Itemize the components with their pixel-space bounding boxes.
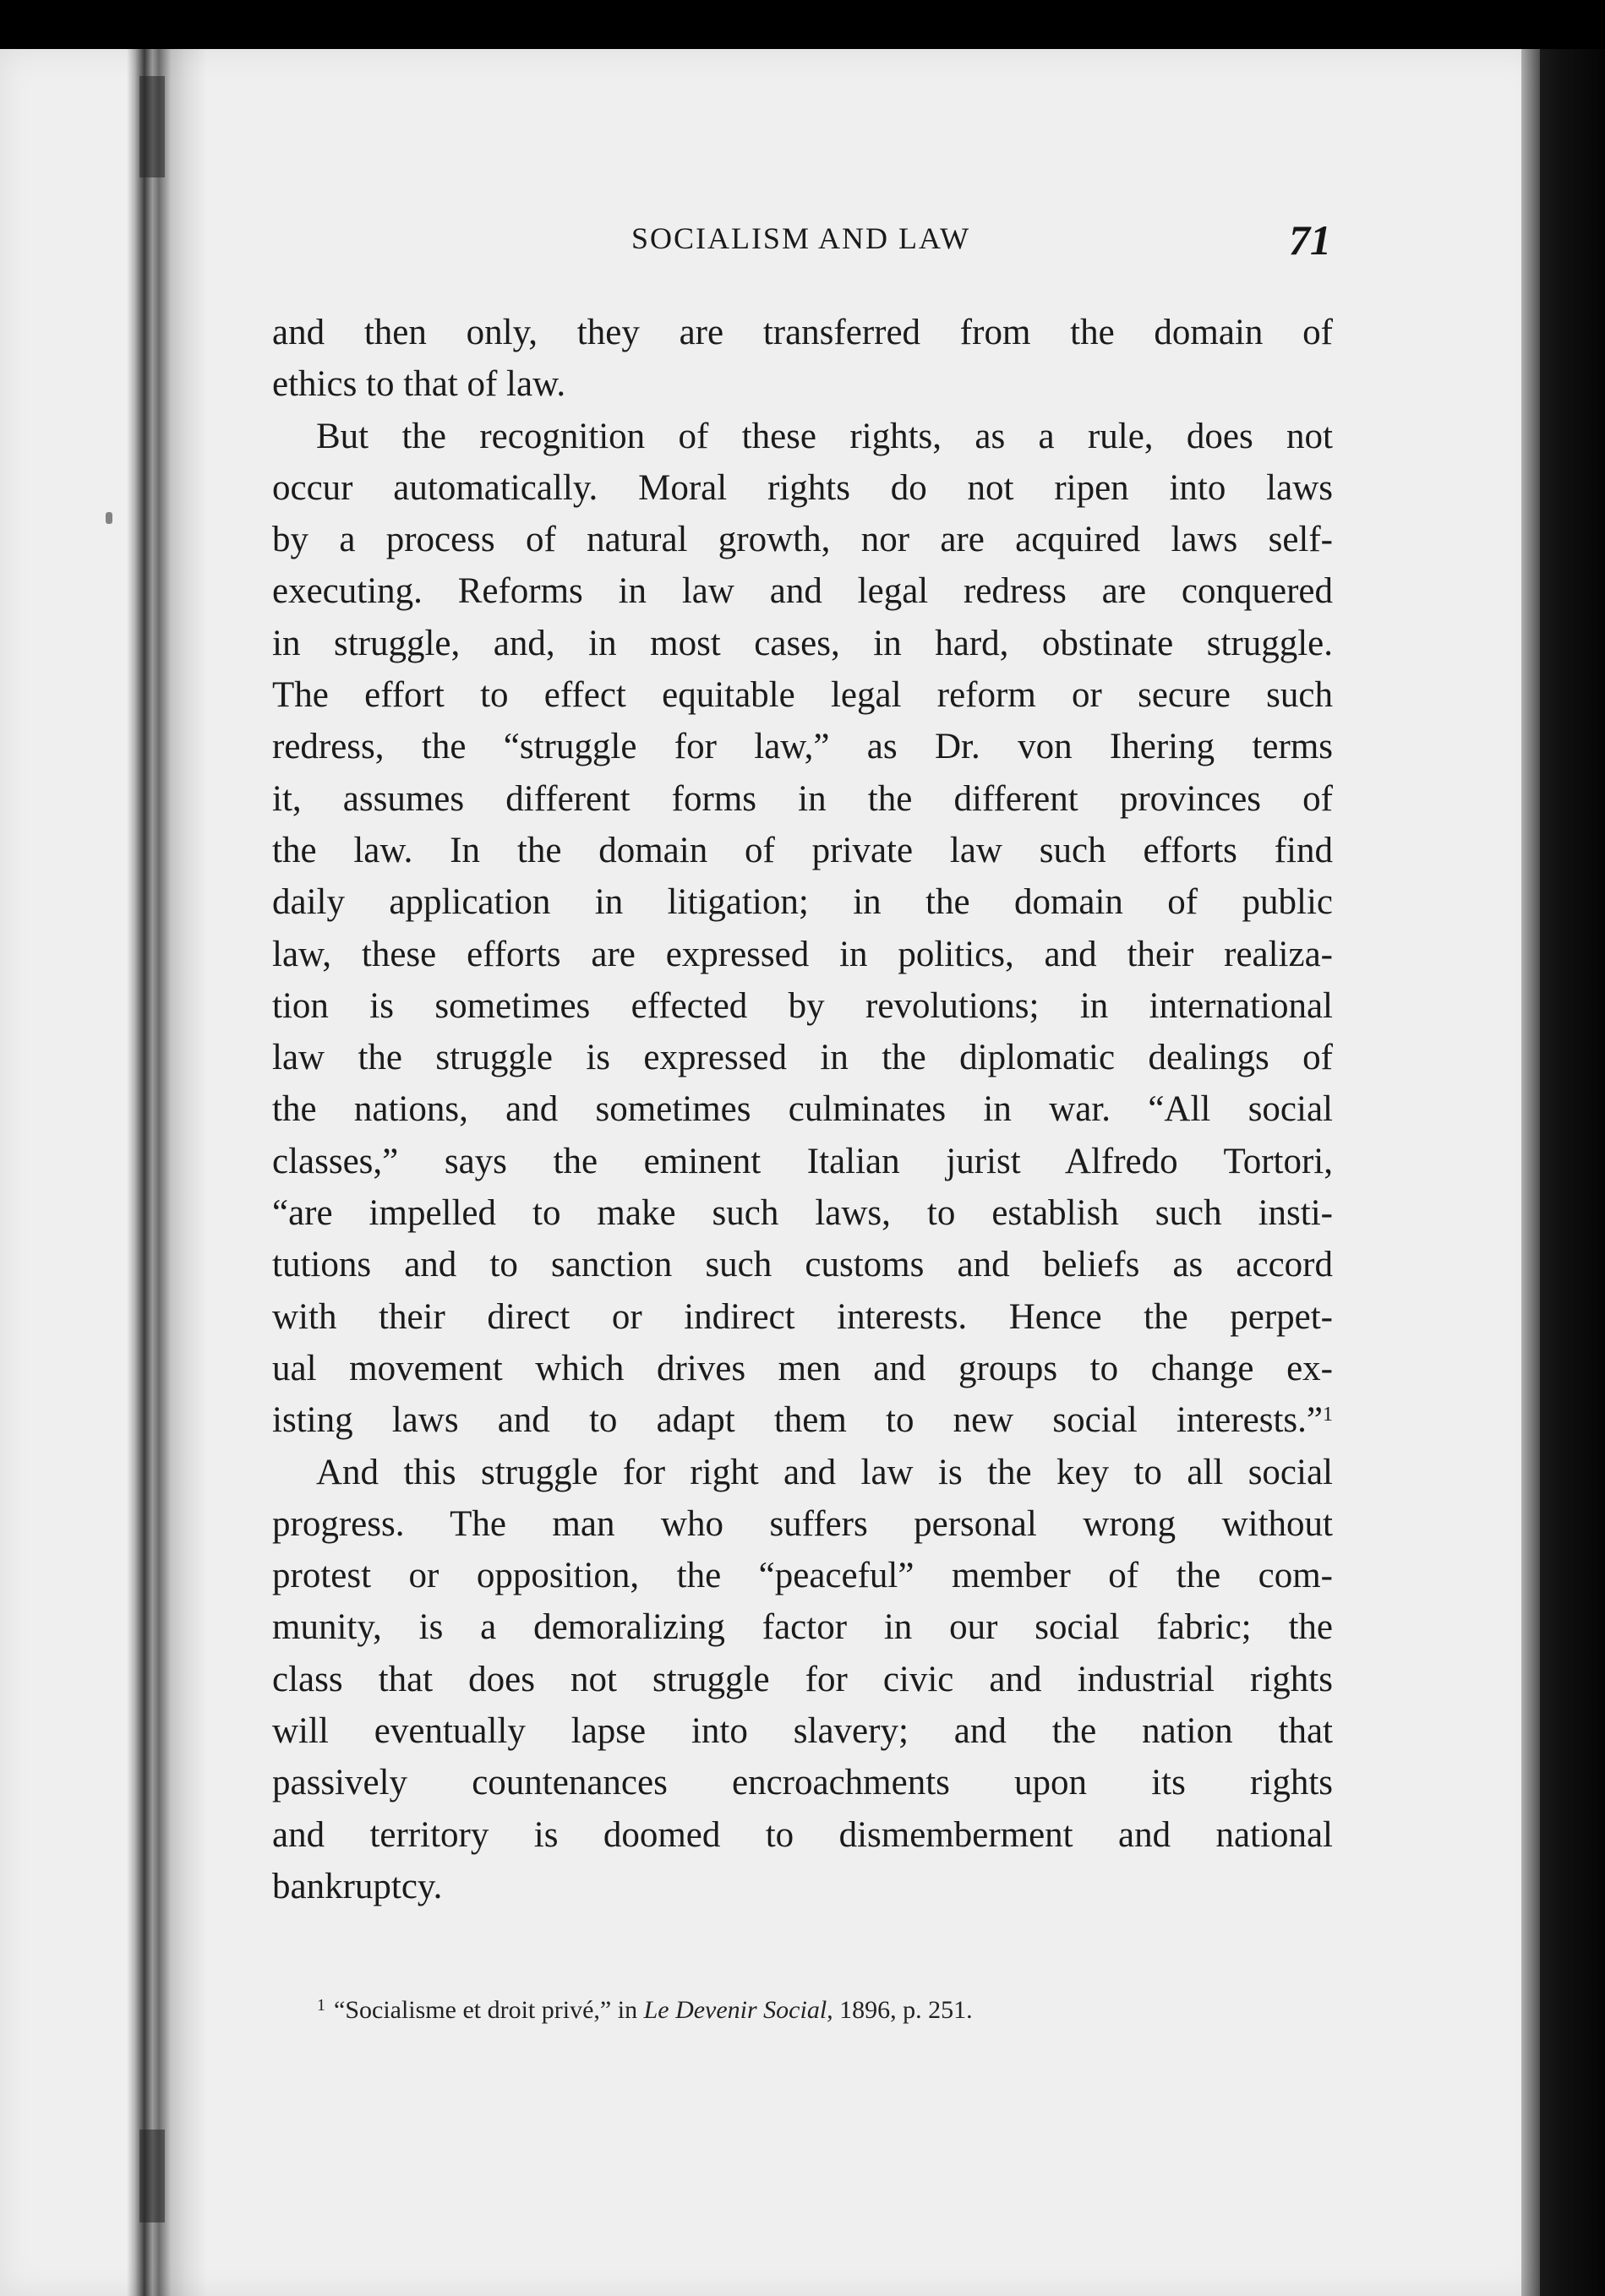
footnote [317, 1996, 1289, 2025]
text-line: the law. In the domain of private law such efforts find [272, 830, 1333, 870]
text-line: ual movement which drives men and groups to change ex- [272, 1348, 1333, 1388]
footnote-text: “Socialisme et droit privé,” in [334, 1996, 644, 2024]
text-line-with-footnote [272, 1394, 1333, 1446]
text-line: daily application in litigation; in the domain of public [272, 882, 1333, 923]
paragraph-3 [272, 1447, 1333, 1913]
footnote-citation: 1896, p. 251. [833, 1996, 973, 2024]
text-line: The effort to effect equitable legal reform or secure such [272, 675, 1333, 716]
text-line: law, these efforts are expressed in politics, and their realiza- [272, 934, 1333, 974]
text-line: class that does not struggle for civic and industrial rights [272, 1659, 1333, 1699]
gutter-mark [139, 76, 165, 177]
text-line: ethics to that of law. [272, 364, 566, 405]
paragraph-2 [272, 411, 1333, 1447]
text-line: protest or opposition, the “peaceful” member of the com- [272, 1556, 1333, 1596]
text-line: redress, the “struggle for law,” as Dr. von Ihering terms [272, 727, 1333, 767]
text-line: passively countenances encroachments upon its rights [272, 1763, 1333, 1803]
text-line: in struggle, and, in most cases, in hard, obstinate struggle. [272, 623, 1333, 663]
text-line: law the struggle is expressed in the diplomatic dealings of [272, 1038, 1333, 1078]
gutter-mark [139, 2130, 165, 2222]
text-line: tutions and to sanction such customs and beliefs as accord [272, 1245, 1333, 1285]
text-line: occur automatically. Moral rights do not ripen into laws [272, 467, 1333, 508]
scan-border-top [0, 0, 1605, 51]
text-line: tion is sometimes effected by revolutions; in international [272, 985, 1333, 1026]
running-head [270, 215, 1331, 266]
page-number: 71 [1289, 216, 1331, 264]
running-title: SOCIALISM AND LAW [631, 221, 971, 255]
text-line: progress. The man who suffers personal wrong without [272, 1503, 1333, 1544]
text-line: “are impelled to make such laws, to establish such insti- [272, 1193, 1333, 1234]
text-line: munity, is a demoralizing factor in our social fabric; the [272, 1607, 1333, 1648]
text-line: isting laws and to adapt them to new social interests.” [272, 1400, 1323, 1441]
text-line: by a process of natural growth, nor are acquired laws self- [272, 520, 1333, 560]
text-line: the nations, and sometimes culminates in war. “All social [272, 1089, 1333, 1130]
paragraph-1 [272, 307, 1333, 411]
text-line: classes,” says the eminent Italian jurist Alfredo Tortori, [272, 1141, 1333, 1181]
text-line: and then only, they are transferred from the domain of [272, 313, 1333, 352]
text-line: And this struggle for right and law is the key to all social [316, 1452, 1333, 1492]
text-line: But the recognition of these rights, as a rule, does not [316, 416, 1333, 456]
footnote-reference: 1 [1323, 1404, 1333, 1426]
scan-speck [106, 512, 112, 524]
text-line: and territory is doomed to dismemberment and national [272, 1814, 1333, 1855]
text-line: will eventually lapse into slavery; and the nation that [272, 1711, 1333, 1752]
text-line: executing. Reforms in law and legal redress are conquered [272, 571, 1333, 612]
text-line: bankruptcy. [272, 1866, 443, 1906]
scan-border-right [1521, 49, 1605, 2296]
body-text [272, 307, 1333, 1912]
text-line: it, assumes different forms in the different provinces of [272, 778, 1333, 819]
text-line: with their direct or indirect interests. Hence the perpet- [272, 1296, 1333, 1337]
page-gutter-shadow [127, 49, 207, 2296]
footnote-mark: 1 [317, 1996, 325, 2015]
footnote-source-title: Le Devenir Social, [643, 1996, 833, 2024]
